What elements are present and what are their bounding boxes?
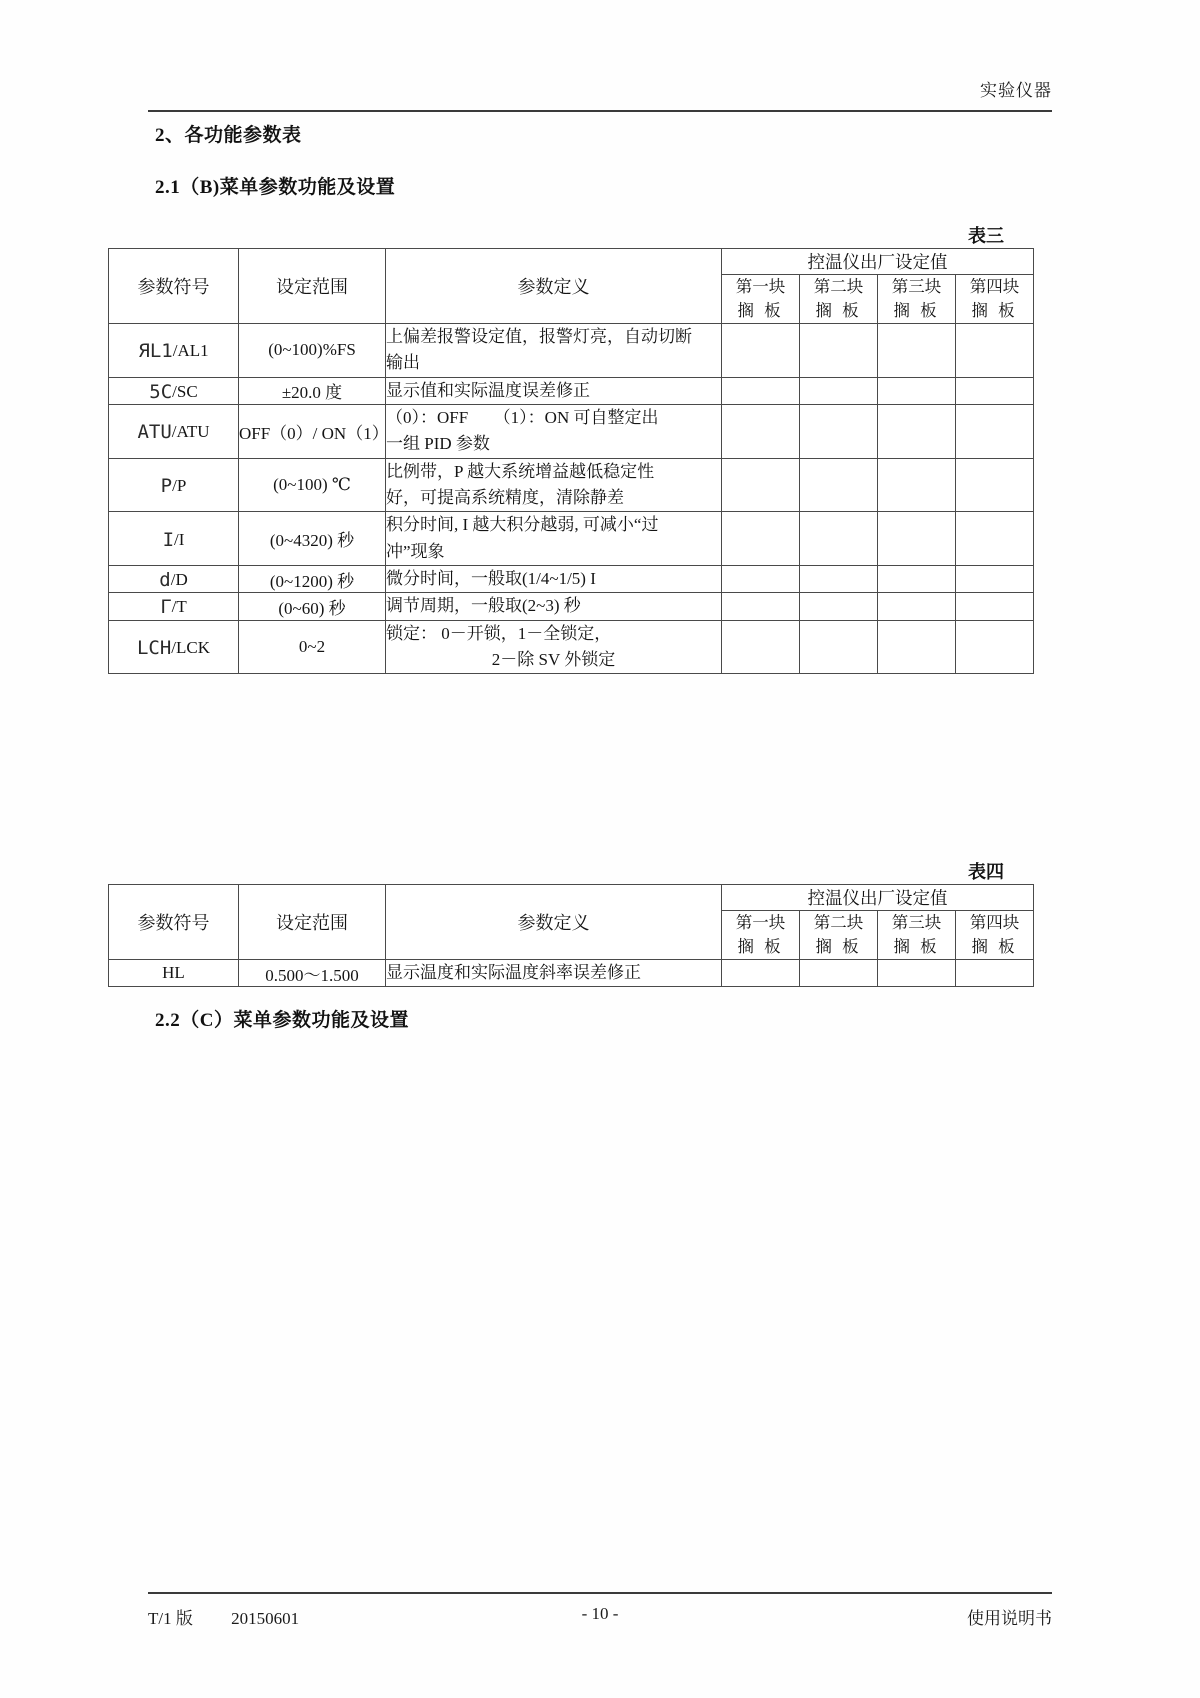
param-symbol-led: d xyxy=(159,569,171,592)
shelf3-line2: 搁 板 xyxy=(893,936,940,956)
definition-line: 好，可提高系统精度，清除静差 xyxy=(386,487,624,507)
cell-param-definition xyxy=(386,377,722,404)
param-symbol-text: /D xyxy=(170,570,188,590)
definition-line: 显示值和实际温度误差修正 xyxy=(386,380,590,400)
cell-shelf-4-value xyxy=(956,404,1034,458)
table-row xyxy=(109,377,1034,404)
shelf4-line2: 搁 板 xyxy=(971,300,1018,320)
footer-right: 使用说明书 xyxy=(967,1609,1052,1628)
param-symbol-text: /ATU xyxy=(171,422,210,442)
table3-col-setting-range: 设定范围 xyxy=(239,249,386,324)
table4-col-param-symbol: 参数符号 xyxy=(109,885,239,960)
cell-shelf-3-value xyxy=(878,377,956,404)
table3-col-param-definition: 参数定义 xyxy=(386,249,722,324)
param-symbol-led: ЯL1 xyxy=(138,340,173,363)
table-row xyxy=(109,323,1034,377)
table4-body xyxy=(109,959,1034,986)
cell-param-symbol xyxy=(109,377,239,404)
cell-shelf-3-value xyxy=(878,512,956,566)
cell-shelf-2-value xyxy=(800,458,878,512)
shelf3-line1: 第三块 xyxy=(891,913,942,932)
cell-param-definition xyxy=(386,458,722,512)
param-symbol-text: /I xyxy=(174,529,185,549)
param-symbol-led: LCH xyxy=(136,636,172,659)
cell-shelf-4-value xyxy=(956,959,1034,986)
cell-param-definition xyxy=(386,620,722,674)
table-three xyxy=(108,248,1034,674)
definition-line: 显示温度和实际温度斜率误差修正 xyxy=(386,962,641,982)
param-symbol-led: Γ xyxy=(160,596,172,619)
shelf4-line2: 搁 板 xyxy=(971,936,1018,956)
table-row xyxy=(109,458,1034,512)
table-row xyxy=(109,512,1034,566)
param-symbol-led: I xyxy=(162,528,175,551)
table-four xyxy=(108,884,1034,987)
cell-shelf-2-value xyxy=(800,565,878,592)
cell-shelf-1-value xyxy=(722,620,800,674)
cell-shelf-2-value xyxy=(800,323,878,377)
table3-body xyxy=(109,323,1034,673)
cell-setting-range: ±20.0 度 xyxy=(239,377,386,404)
table4-caption: 表四 xyxy=(968,862,1004,882)
footer-version: T/1 版 xyxy=(148,1609,193,1628)
cell-shelf-4-value xyxy=(956,593,1034,620)
cell-setting-range: (0~1200) 秒 xyxy=(239,565,386,592)
section-heading-2: 2、各功能参数表 xyxy=(155,125,302,146)
table4-col-shelf-3 xyxy=(878,911,956,960)
table3-col-shelf-4 xyxy=(956,275,1034,324)
shelf2-line2: 搁 板 xyxy=(815,936,862,956)
cell-shelf-4-value xyxy=(956,565,1034,592)
table3-col-shelf-1 xyxy=(722,275,800,324)
cell-param-symbol xyxy=(109,323,239,377)
table-row xyxy=(109,565,1034,592)
table3-col-factory-group: 控温仪出厂设定值 xyxy=(722,249,1034,275)
cell-shelf-4-value xyxy=(956,323,1034,377)
cell-param-symbol xyxy=(109,565,239,592)
cell-shelf-3-value xyxy=(878,404,956,458)
table-row xyxy=(109,959,1034,986)
cell-param-symbol xyxy=(109,620,239,674)
cell-shelf-3-value xyxy=(878,565,956,592)
cell-param-definition xyxy=(386,512,722,566)
param-symbol-led: P xyxy=(160,474,173,497)
shelf1-line2: 搁 板 xyxy=(737,936,784,956)
cell-param-symbol xyxy=(109,593,239,620)
cell-shelf-1-value xyxy=(722,323,800,377)
definition-line: 一组 PID 参数 xyxy=(386,434,490,454)
section-heading-2-1: 2.1（B)菜单参数功能及设置 xyxy=(155,177,396,198)
cell-shelf-2-value xyxy=(800,404,878,458)
cell-shelf-3-value xyxy=(878,593,956,620)
param-symbol-text: /P xyxy=(172,475,187,495)
definition-line: 2－除 SV 外锁定 xyxy=(491,649,616,669)
table3-col-shelf-3 xyxy=(878,275,956,324)
cell-param-definition xyxy=(386,323,722,377)
cell-param-symbol xyxy=(109,959,239,986)
page-header-text: 实验仪器 xyxy=(980,81,1052,100)
shelf2-line1: 第二块 xyxy=(813,277,864,296)
cell-shelf-1-value xyxy=(722,404,800,458)
cell-shelf-2-value xyxy=(800,593,878,620)
cell-shelf-4-value xyxy=(956,377,1034,404)
param-symbol-text: /AL1 xyxy=(172,341,209,361)
cell-shelf-3-value xyxy=(878,458,956,512)
cell-shelf-2-value xyxy=(800,512,878,566)
cell-shelf-1-value xyxy=(722,458,800,512)
cell-setting-range: 0~2 xyxy=(239,620,386,674)
cell-setting-range: OFF（0）/ ON（1） xyxy=(239,404,386,458)
definition-line: 冲”现象 xyxy=(386,541,445,561)
cell-setting-range: (0~100) ℃ xyxy=(239,458,386,512)
shelf1-line2: 搁 板 xyxy=(737,300,784,320)
cell-shelf-3-value xyxy=(878,323,956,377)
cell-shelf-1-value xyxy=(722,377,800,404)
cell-shelf-1-value xyxy=(722,565,800,592)
table4-col-param-definition: 参数定义 xyxy=(386,885,722,960)
definition-line: （0）：OFF （1）：ON 可自整定出 xyxy=(386,407,659,427)
table3-head xyxy=(109,249,1034,324)
cell-shelf-1-value xyxy=(722,959,800,986)
shelf1-line1: 第一块 xyxy=(735,913,786,932)
shelf2-line2: 搁 板 xyxy=(815,300,862,320)
cell-setting-range: (0~4320) 秒 xyxy=(239,512,386,566)
table4-col-shelf-4 xyxy=(956,911,1034,960)
cell-param-definition xyxy=(386,593,722,620)
footer-date: 20150601 xyxy=(231,1609,300,1628)
definition-line: 积分时间, I 越大积分越弱, 可减小“过 xyxy=(386,515,659,535)
definition-line: 比例带，P 越大系统增益越低稳定性 xyxy=(386,461,655,481)
cell-shelf-3-value xyxy=(878,959,956,986)
param-symbol-text: /SC xyxy=(172,381,198,401)
cell-shelf-1-value xyxy=(722,593,800,620)
table3-col-shelf-2 xyxy=(800,275,878,324)
cell-shelf-4-value xyxy=(956,512,1034,566)
shelf2-line1: 第二块 xyxy=(813,913,864,932)
definition-line: 上偏差报警设定值，报警灯亮，自动切断 xyxy=(386,326,692,346)
definition-line: 输出 xyxy=(386,353,420,373)
param-symbol-led: 5C xyxy=(149,380,173,403)
shelf3-line2: 搁 板 xyxy=(893,300,940,320)
cell-setting-range: (0~100)%FS xyxy=(239,323,386,377)
cell-param-symbol xyxy=(109,458,239,512)
definition-line: 锁定： 0－开锁，1－全锁定， xyxy=(386,623,612,643)
table3-col-param-symbol: 参数符号 xyxy=(109,249,239,324)
table3-header-row-1 xyxy=(109,249,1034,275)
table-row xyxy=(109,593,1034,620)
table4-col-shelf-1 xyxy=(722,911,800,960)
cell-shelf-2-value xyxy=(800,377,878,404)
section-heading-2-2: 2.2（C）菜单参数功能及设置 xyxy=(155,1010,409,1031)
cell-shelf-3-value xyxy=(878,620,956,674)
table3-caption: 表三 xyxy=(968,226,1004,246)
cell-param-symbol xyxy=(109,404,239,458)
table-row xyxy=(109,620,1034,674)
param-symbol-led: ATU xyxy=(137,421,172,444)
shelf4-line1: 第四块 xyxy=(969,913,1020,932)
cell-param-definition xyxy=(386,565,722,592)
cell-shelf-2-value xyxy=(800,959,878,986)
table4-header-row-1 xyxy=(109,885,1034,911)
cell-shelf-2-value xyxy=(800,620,878,674)
shelf1-line1: 第一块 xyxy=(735,277,786,296)
param-symbol-text: HL xyxy=(162,963,185,983)
definition-line: 调节周期，一般取(2~3) 秒 xyxy=(386,596,581,616)
table4-col-shelf-2 xyxy=(800,911,878,960)
footer-page-number: - 10 - xyxy=(581,1604,619,1623)
cell-param-symbol xyxy=(109,512,239,566)
param-symbol-text: /T xyxy=(171,597,187,617)
param-symbol-text: /LCK xyxy=(171,637,211,657)
table4-head xyxy=(109,885,1034,960)
cell-setting-range: (0~60) 秒 xyxy=(239,593,386,620)
footer-divider xyxy=(148,1592,1052,1594)
cell-param-definition xyxy=(386,404,722,458)
definition-line: 微分时间，一般取(1/4~1/5) I xyxy=(386,568,596,588)
cell-setting-range: 0.500～1.500 xyxy=(239,959,386,986)
header-divider xyxy=(148,110,1052,112)
cell-shelf-4-value xyxy=(956,458,1034,512)
cell-shelf-4-value xyxy=(956,620,1034,674)
shelf4-line1: 第四块 xyxy=(969,277,1020,296)
table4-col-factory-group: 控温仪出厂设定值 xyxy=(722,885,1034,911)
cell-param-definition xyxy=(386,959,722,986)
table-row xyxy=(109,404,1034,458)
shelf3-line1: 第三块 xyxy=(891,277,942,296)
table4-col-setting-range: 设定范围 xyxy=(239,885,386,960)
cell-shelf-1-value xyxy=(722,512,800,566)
